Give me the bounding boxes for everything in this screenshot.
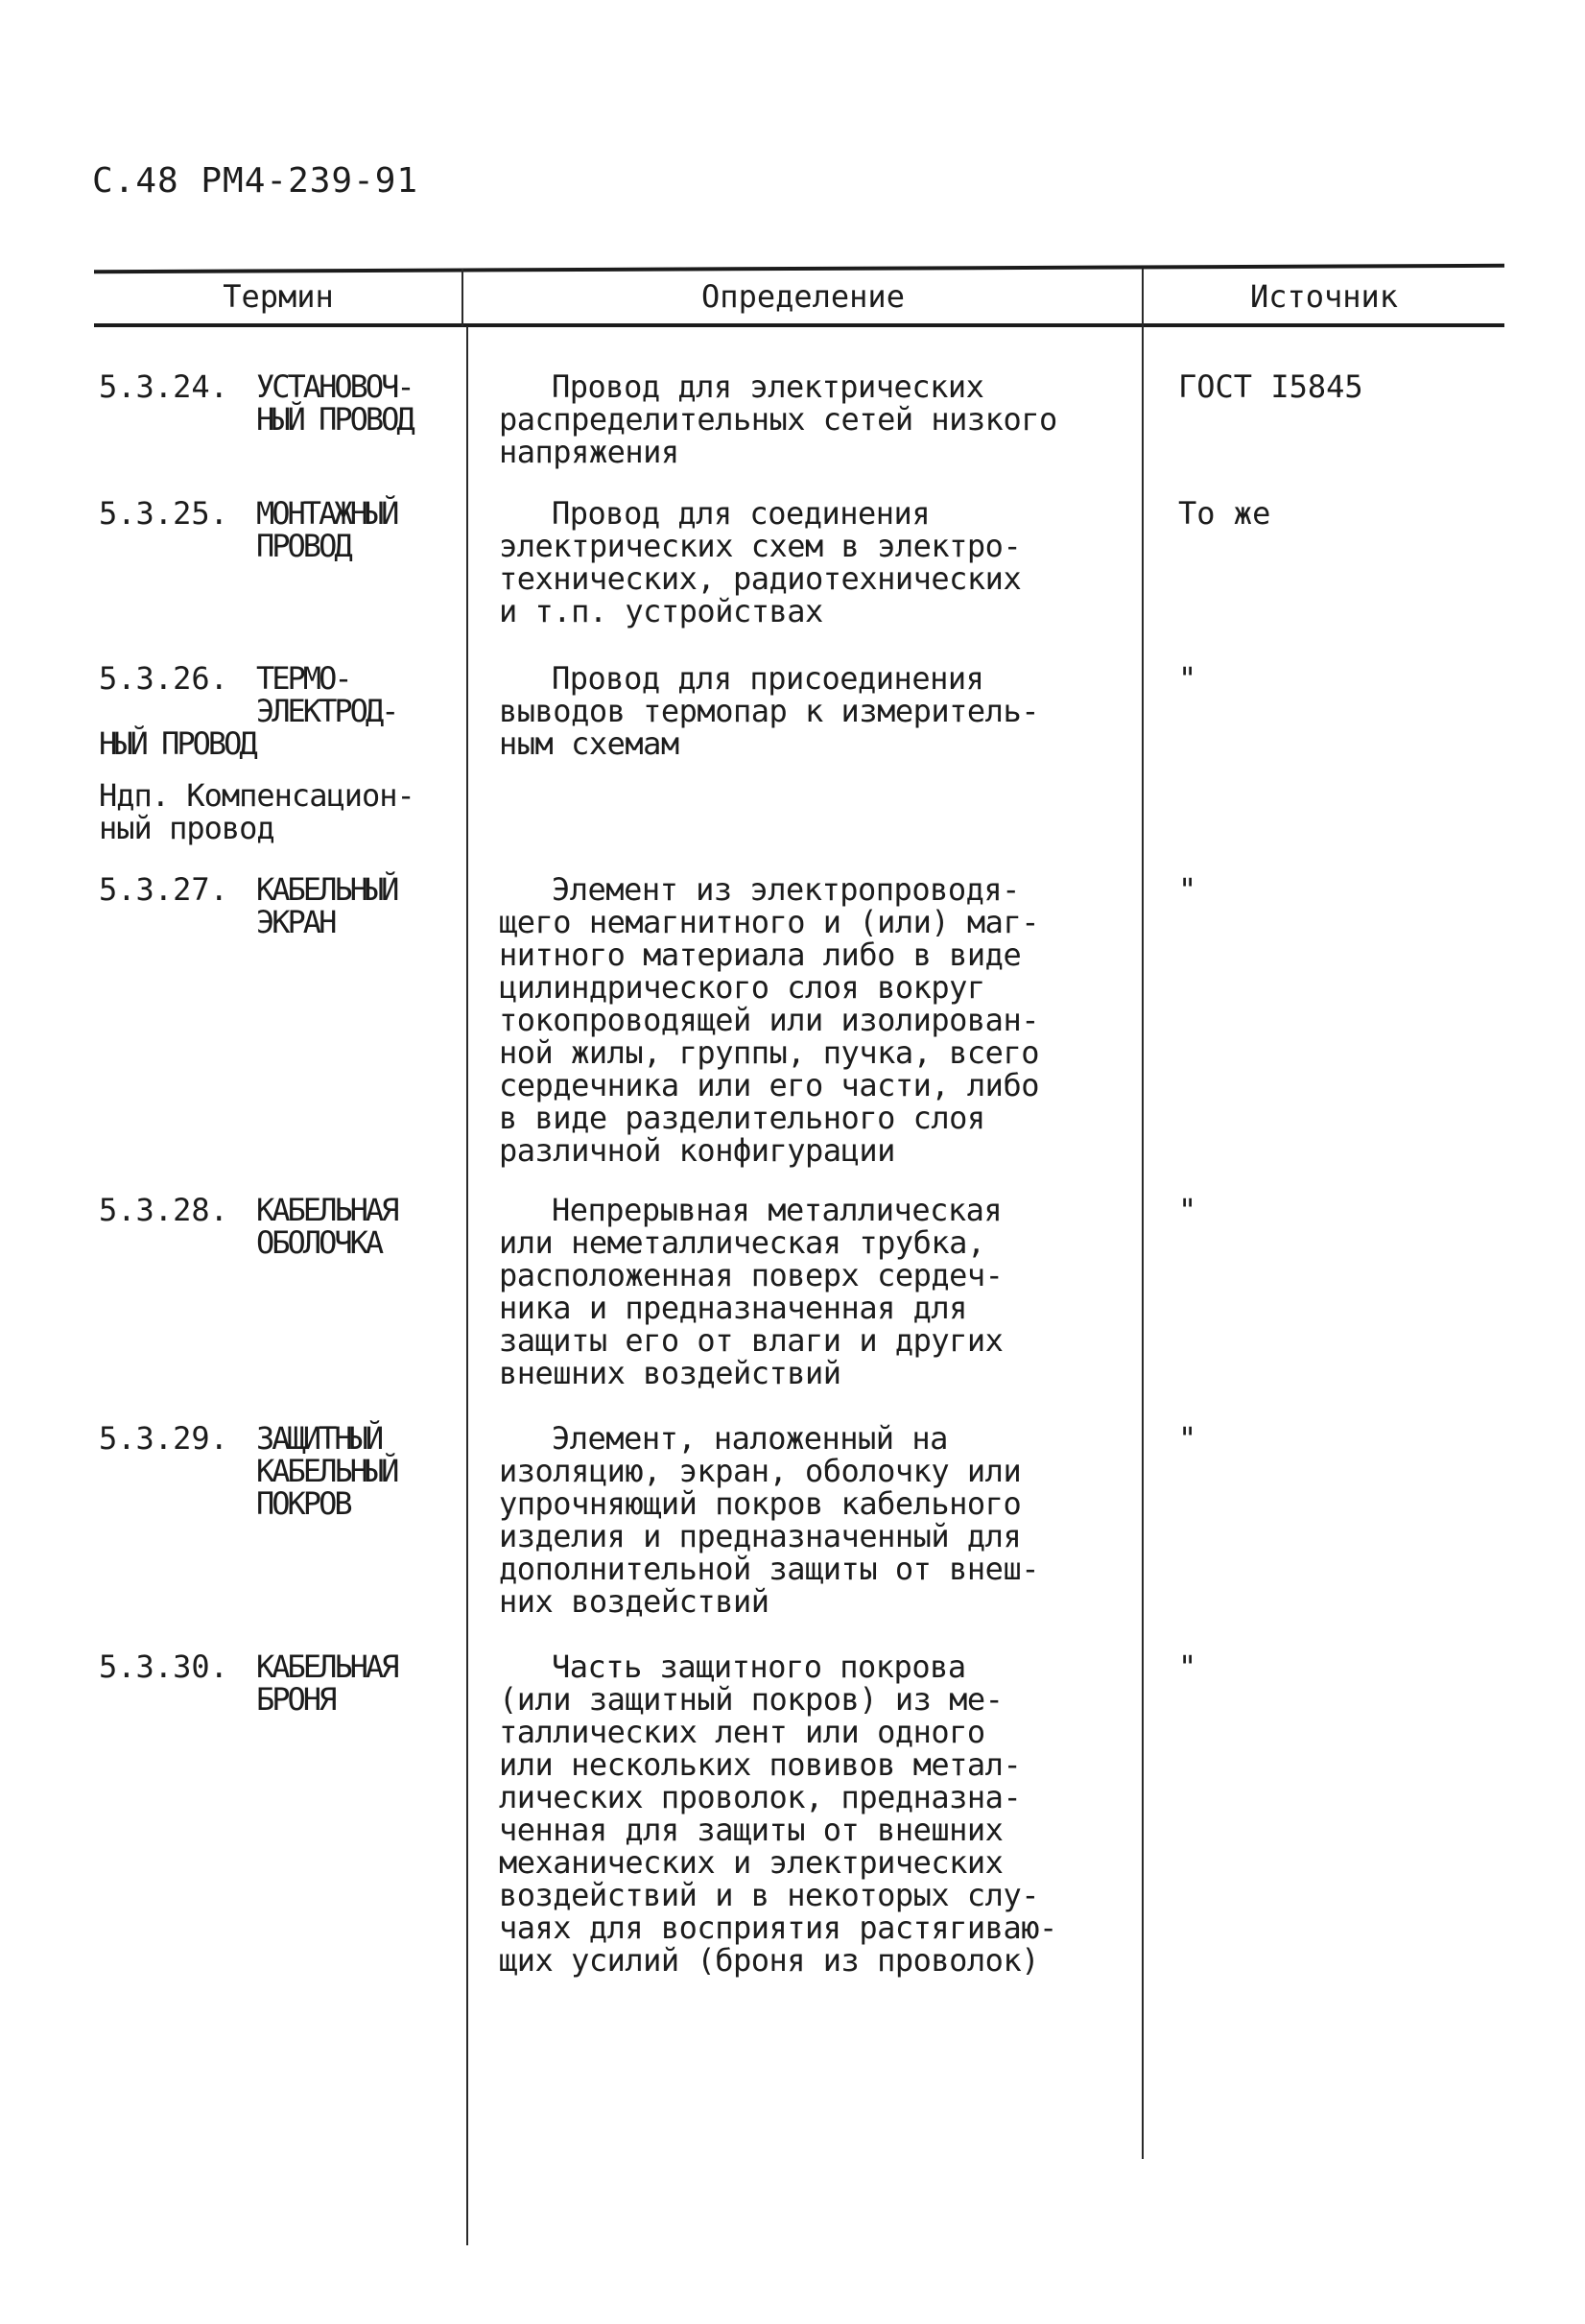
entry-term-continued: НЫЙ ПРОВОД bbox=[99, 725, 255, 762]
entry-number: 5.3.28. bbox=[99, 1192, 228, 1228]
entry-definition: Непрерывная металлическая или неметаллическая трубка, расположенная поверх сердеч- ника и предназначенная для защиты его от влаги и других внешних воздействий bbox=[499, 1192, 1004, 1391]
column-header-source: Источник bbox=[1249, 278, 1399, 315]
entry-source: ГОСТ I5845 bbox=[1178, 368, 1363, 405]
column-divider-term-body bbox=[466, 326, 468, 2245]
column-divider-source bbox=[1142, 269, 1144, 2159]
entry-definition: Провод для присоединения выводов термопар к измеритель- ным схемам bbox=[499, 660, 1039, 762]
entry-number: 5.3.24. bbox=[99, 368, 228, 405]
entry-number: 5.3.30. bbox=[99, 1648, 228, 1685]
entry-term: КАБЕЛЬНАЯ БРОНЯ bbox=[256, 1648, 397, 1718]
table-header-rule bbox=[94, 323, 1504, 327]
column-divider-term bbox=[461, 269, 463, 326]
entry-definition: Элемент из электропроводя- щего немагнитного и (или) маг- нитного материала либо в виде цилиндрического слоя вокруг токопроводящей или изолирован- ной жилы, группы, пучка, всего сердечника или его части, либо в виде разделительного слоя различной конфигурации bbox=[499, 871, 1039, 1169]
entry-term: МОНТАЖНЫЙ ПРОВОД bbox=[256, 495, 397, 564]
entry-term: КАБЕЛЬНАЯ ОБОЛОЧКА bbox=[256, 1192, 397, 1261]
entry-term: КАБЕЛЬНЫЙ ЭКРАН bbox=[256, 871, 397, 940]
entry-definition: Элемент, наложенный на изоляцию, экран, оболочку или упрочняющий покров кабельного изделия и предназначенный для дополнительной защиты от внеш- них воздействий bbox=[499, 1420, 1039, 1620]
entry-definition: Часть защитного покрова (или защитный покров) из ме- таллических лент или одного или нескольких повивов метал- лических проволок, предназна- ченная для защиты от внешних механических и электрических воздействий и в некоторых слу- чаях для восприятия растягиваю- щих усилий (броня из проволок) bbox=[499, 1648, 1057, 1979]
entry-source: " bbox=[1178, 1420, 1197, 1457]
entry-source: " bbox=[1178, 1192, 1197, 1228]
entry-term: ТЕРМО- ЭЛЕКТРОД- bbox=[256, 660, 397, 729]
entry-synonym: Ндп. Компенсацион- ный провод bbox=[99, 777, 414, 846]
entry-definition: Провод для соединения электрических схем в электро- технических, радиотехнических и т.п. устройствах bbox=[499, 495, 1022, 629]
entry-number: 5.3.26. bbox=[99, 660, 228, 697]
page-header: С.48 РМ4-239-91 bbox=[92, 161, 419, 201]
entry-source: " bbox=[1178, 1648, 1197, 1685]
entry-source: " bbox=[1178, 660, 1197, 697]
entry-number: 5.3.29. bbox=[99, 1420, 228, 1457]
entry-number: 5.3.25. bbox=[99, 495, 228, 532]
entry-number: 5.3.27. bbox=[99, 871, 228, 908]
entry-term: УСТАНОВОЧ- НЫЙ ПРОВОД bbox=[256, 368, 413, 438]
entry-definition: Провод для электрических распределительных сетей низкого напряжения bbox=[499, 368, 1057, 470]
entry-source: " bbox=[1178, 871, 1197, 908]
entry-term: ЗАЩИТНЫЙ КАБЕЛЬНЫЙ ПОКРОВ bbox=[256, 1420, 397, 1522]
column-header-definition: Определение bbox=[701, 278, 905, 315]
entry-source: То же bbox=[1178, 495, 1271, 532]
column-header-term: Термин bbox=[223, 278, 334, 315]
